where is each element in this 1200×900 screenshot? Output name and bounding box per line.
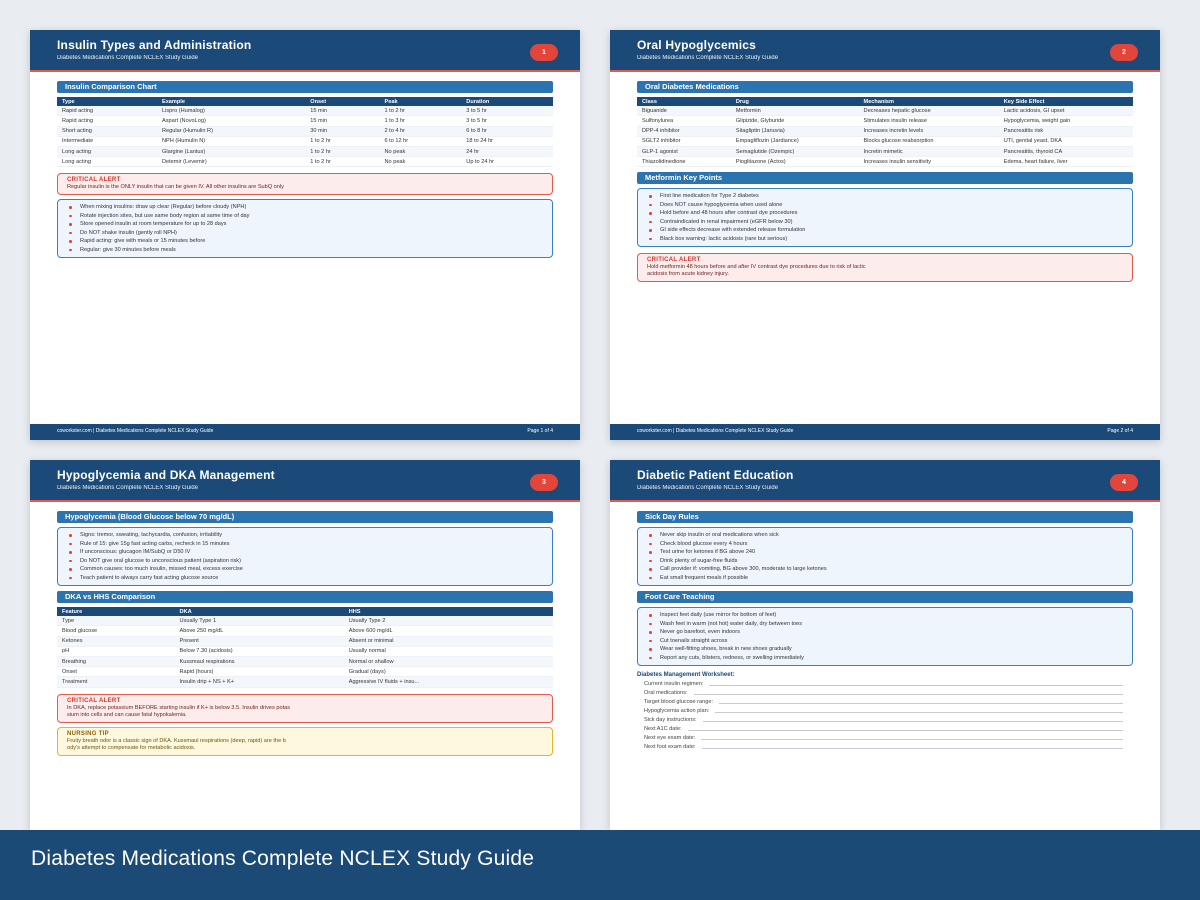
table-cell: Glipizide, Glyburide (731, 116, 859, 126)
table-cell: Usually normal (344, 646, 553, 656)
table-cell: Thiazolidinedione (637, 157, 731, 167)
list-item: Common causes: too much insulin, missed meal, excess exercise (80, 565, 543, 574)
table-row (57, 136, 553, 146)
fill-in-line[interactable] (694, 694, 1123, 695)
list-item: Wear well-fitting shoes, break in new shoes gradually (660, 645, 1123, 654)
section-heading: Hypoglycemia (Blood Glucose below 70 mg/dL) (57, 511, 553, 523)
table-cell: 15 min (305, 106, 379, 116)
fill-in-line[interactable] (688, 730, 1123, 731)
page-number-badge: 1 (530, 44, 558, 61)
column-header: Example (157, 97, 305, 106)
worksheet-label: Current insulin regimen: (644, 681, 704, 687)
table-cell: Breathing (57, 656, 175, 666)
worksheet-field[interactable] (637, 696, 1133, 705)
table-cell: Glargine (Lantus) (157, 146, 305, 156)
list-item: Call provider if: vomiting, BG above 300, moderate to large ketones (660, 565, 1123, 574)
list-item: Teach patient to always carry fast acting glucose source (80, 574, 543, 583)
table-cell: SGLT2 inhibitor (637, 136, 731, 146)
table-cell: Empagliflozin (Jardiance) (731, 136, 859, 146)
page-4 (610, 460, 1160, 830)
table-cell: Kussmaul respirations (175, 656, 344, 666)
table-cell: Pancreatitis, thyroid CA (999, 146, 1133, 156)
table-cell: Hypoglycemia, weight gain (999, 116, 1133, 126)
list-item: Store opened insulin at room temperature for up to 28 days (80, 220, 543, 229)
table-cell: 2 to 4 hr (380, 126, 462, 136)
table-cell: Onset (57, 667, 175, 677)
table-cell: Pancreatitis risk (999, 126, 1133, 136)
foot-care-list (637, 607, 1133, 666)
table-cell: Aggressive IV fluids + insu... (344, 677, 553, 687)
fill-in-line[interactable] (701, 739, 1123, 740)
table-row (57, 146, 553, 156)
table-cell: 24 hr (461, 146, 553, 156)
table-cell: Blocks glucose reabsorption (859, 136, 999, 146)
table-cell: Blood glucose (57, 626, 175, 636)
table-row (57, 626, 553, 636)
list-item: Inspect feet daily (use mirror for bottom of feet) (660, 611, 1123, 620)
list-item: Do NOT shake insulin (gently roll NPH) (80, 229, 543, 238)
alert-text: Regular insulin is the ONLY insulin that can be given IV. All other insulins are SubQ only (67, 184, 284, 191)
table-cell: Biguanide (637, 106, 731, 116)
table-cell: Increases incretin levels (859, 126, 999, 136)
worksheet-label: Next foot exam date: (644, 744, 696, 750)
worksheet-label: Sick day instructions: (644, 717, 697, 723)
table-cell: 3 to 5 hr (461, 116, 553, 126)
worksheet-field[interactable] (637, 741, 1133, 750)
alert-title: CRITICAL ALERT (647, 257, 701, 264)
list-item: Never go barefoot, even indoors (660, 628, 1123, 637)
worksheet-label: Next A1C date: (644, 726, 682, 732)
table-row (57, 677, 553, 687)
list-item: Hold before and 48 hours after contrast dye procedures (660, 209, 1123, 218)
list-item: Signs: tremor, sweating, tachycardia, confusion, irritability (80, 531, 543, 540)
table-cell: Incretin mimetic (859, 146, 999, 156)
page-title: Diabetic Patient Education (637, 468, 794, 482)
footer-page-count: Page 1 of 4 (527, 428, 553, 434)
alert-text-line: In DKA, replace potassium BEFORE starting insulin if K+ is below 3.5. Insulin drives potas (67, 704, 291, 711)
table-cell: 1 to 2 hr (305, 136, 379, 146)
worksheet-label: Oral medications: (644, 690, 688, 696)
table-cell: Short acting (57, 126, 157, 136)
column-header: Mechanism (859, 97, 999, 106)
insulin-comparison-table (57, 97, 553, 167)
list-item: GI side effects decrease with extended release formulation (660, 226, 1123, 235)
page-number-badge: 4 (1110, 474, 1138, 491)
table-row (57, 656, 553, 666)
table-cell: Rapid acting (57, 106, 157, 116)
table-cell: Pioglitazone (Actos) (731, 157, 859, 167)
table-cell: Intermediate (57, 136, 157, 146)
table-cell: 1 to 3 hr (380, 116, 462, 126)
worksheet-field[interactable] (637, 723, 1133, 732)
column-header: Onset (305, 97, 379, 106)
fill-in-line[interactable] (715, 712, 1123, 713)
table-row (57, 636, 553, 646)
fill-in-line[interactable] (709, 685, 1123, 686)
worksheet (637, 678, 1133, 750)
banner-title: Diabetes Medications Complete NCLEX Study Guide (31, 847, 535, 870)
table-row (57, 106, 553, 116)
critical-alert-box (637, 253, 1133, 282)
alert-title: CRITICAL ALERT (67, 697, 121, 704)
alert-text-line: Hold metformin 48 hours before and after IV contrast dye procedures due to risk of lactic (647, 264, 866, 271)
footer-source: coworkster.com | Diabetes Medications Complete NCLEX Study Guide (57, 428, 214, 434)
list-item: When mixing insulins: draw up clear (Regular) before cloudy (NPH) (80, 203, 543, 212)
table-cell: Below 7.30 (acidosis) (175, 646, 344, 656)
worksheet-field[interactable] (637, 687, 1133, 696)
table-row (57, 616, 553, 626)
sick-day-rules-list (637, 527, 1133, 586)
nursing-tip-box (57, 727, 553, 756)
page-3 (30, 460, 580, 830)
oral-medications-table (637, 97, 1133, 167)
table-cell: Lactic acidosis, GI upset (999, 106, 1133, 116)
table-cell: Treatment (57, 677, 175, 687)
alert-title: CRITICAL ALERT (67, 177, 121, 184)
table-cell: Regular (Humulin R) (157, 126, 305, 136)
table-cell: 1 to 2 hr (305, 157, 379, 167)
page-header (30, 30, 580, 72)
page-2 (610, 30, 1160, 440)
list-item: First line medication for Type 2 diabetes (660, 192, 1123, 201)
column-header: DKA (175, 607, 344, 616)
worksheet-field[interactable] (637, 678, 1133, 687)
list-item: Test urine for ketones if BG above 240 (660, 548, 1123, 557)
table-cell: Sulfonylurea (637, 116, 731, 126)
table-row (57, 116, 553, 126)
fill-in-line[interactable] (702, 748, 1123, 749)
page-footer (30, 424, 580, 440)
page-number-badge: 2 (1110, 44, 1138, 61)
page-subtitle: Diabetes Medications Complete NCLEX Study Guide (57, 55, 199, 61)
page-number-badge: 3 (530, 474, 558, 491)
page-subtitle: Diabetes Medications Complete NCLEX Study Guide (57, 485, 199, 491)
page-footer (610, 424, 1160, 440)
table-cell: Gradual (days) (344, 667, 553, 677)
list-item: Do NOT give oral glucose to unconscious patient (aspiration risk) (80, 557, 543, 566)
page-header (610, 460, 1160, 502)
column-header: HHS (344, 607, 553, 616)
table-row (57, 126, 553, 136)
table-cell: Up to 24 hr (461, 157, 553, 167)
list-item: Rapid acting: give with meals or 15 minutes before (80, 237, 543, 246)
alert-text-line: acidosis from acute kidney injury. (647, 271, 729, 278)
table-cell: Aspart (NovoLog) (157, 116, 305, 126)
table-cell: GLP-1 agonist (637, 146, 731, 156)
table-cell: Usually Type 1 (175, 616, 344, 626)
table-cell: Usually Type 2 (344, 616, 553, 626)
table-cell: Insulin drip + NS + K+ (175, 677, 344, 687)
page-header (610, 30, 1160, 72)
list-item: Does NOT cause hypoglycemia when used alone (660, 201, 1123, 210)
hypoglycemia-list (57, 527, 553, 586)
column-header: Key Side Effect (999, 97, 1133, 106)
table-cell: Above 600 mg/dL (344, 626, 553, 636)
column-header: Duration (461, 97, 553, 106)
column-header: Drug (731, 97, 859, 106)
table-cell: 1 to 2 hr (380, 106, 462, 116)
table-cell: Above 250 mg/dL (175, 626, 344, 636)
table-cell: 15 min (305, 116, 379, 126)
section-heading: Insulin Comparison Chart (57, 81, 553, 93)
page-title: Insulin Types and Administration (57, 38, 252, 52)
list-item: Drink plenty of sugar-free fluids (660, 557, 1123, 566)
list-item: Eat small frequent meals if possible (660, 574, 1123, 583)
page-title: Oral Hypoglycemics (637, 38, 756, 52)
list-item: Wash feet in warm (not hot) water daily, dry between toes (660, 620, 1123, 629)
table-cell: Detemir (Levemir) (157, 157, 305, 167)
section-heading: Oral Diabetes Medications (637, 81, 1133, 93)
table-cell: Edema, heart failure, liver (999, 157, 1133, 167)
worksheet-label: Next eye exam date: (644, 735, 696, 741)
metformin-points-list (637, 188, 1133, 247)
table-row (637, 116, 1133, 126)
column-header: Type (57, 97, 157, 106)
list-item: Rotate injection sites, but use same body region at same time of day (80, 212, 543, 221)
table-cell: Normal or shallow (344, 656, 553, 666)
table-cell: 30 min (305, 126, 379, 136)
worksheet-label: Target blood glucose range: (644, 699, 714, 705)
list-item: Regular: give 30 minutes before meals (80, 246, 543, 255)
section-heading: Metformin Key Points (637, 172, 1133, 184)
table-cell: Rapid acting (57, 116, 157, 126)
table-cell: Semaglutide (Ozempic) (731, 146, 859, 156)
dka-hhs-table (57, 607, 553, 688)
page-subtitle: Diabetes Medications Complete NCLEX Study Guide (637, 485, 779, 491)
table-cell: Present (175, 636, 344, 646)
page-title: Hypoglycemia and DKA Management (57, 468, 275, 482)
table-cell: DPP-4 inhibitor (637, 126, 731, 136)
section-heading: Sick Day Rules (637, 511, 1133, 523)
table-cell: Rapid (hours) (175, 667, 344, 677)
tip-text-line: ody's attempt to compensate for metabolic acidosis. (67, 744, 196, 751)
table-row (637, 136, 1133, 146)
tip-title: NURSING TIP (67, 730, 109, 737)
column-header: Class (637, 97, 731, 106)
list-item: Never skip insulin or oral medications when sick (660, 531, 1123, 540)
table-cell: No peak (380, 146, 462, 156)
page-subtitle: Diabetes Medications Complete NCLEX Study Guide (637, 55, 779, 61)
table-row (637, 146, 1133, 156)
section-heading: DKA vs HHS Comparison (57, 591, 553, 603)
table-row (57, 646, 553, 656)
section-heading: Foot Care Teaching (637, 591, 1133, 603)
footer-page-count: Page 2 of 4 (1107, 428, 1133, 434)
table-row (637, 106, 1133, 116)
list-item: Contraindicated in renal impairment (eGFR below 30) (660, 218, 1123, 227)
fill-in-line[interactable] (719, 703, 1123, 704)
alert-text-line: sium into cells and can cause fatal hypokalemia. (67, 711, 187, 718)
critical-alert-box (57, 694, 553, 723)
table-cell: No peak (380, 157, 462, 167)
fill-in-line[interactable] (703, 721, 1123, 722)
table-cell: 6 to 12 hr (380, 136, 462, 146)
footer-source: coworkster.com | Diabetes Medications Complete NCLEX Study Guide (637, 428, 794, 434)
table-cell: Type (57, 616, 175, 626)
list-item: Black box warning: lactic acidosis (rare but serious) (660, 235, 1123, 244)
page-1 (30, 30, 580, 440)
table-row (57, 667, 553, 677)
insulin-tips-list (57, 199, 553, 258)
table-cell: 3 to 5 hr (461, 106, 553, 116)
guide-title-banner (0, 830, 1200, 900)
table-cell: Stimulates insulin release (859, 116, 999, 126)
table-cell: Increases insulin sensitivity (859, 157, 999, 167)
table-cell: Absent or minimal (344, 636, 553, 646)
page-header (30, 460, 580, 502)
table-row (637, 126, 1133, 136)
list-item: If unconscious: glucagon IM/SubQ or D50 IV (80, 548, 543, 557)
column-header: Feature (57, 607, 175, 616)
table-cell: pH (57, 646, 175, 656)
critical-alert-box (57, 173, 553, 195)
table-row (637, 157, 1133, 167)
worksheet-field[interactable] (637, 705, 1133, 714)
table-row (57, 157, 553, 167)
tip-text-line: Fruity breath odor is a classic sign of DKA. Kussmaul respirations (deep, rapid) are the b (67, 737, 286, 744)
list-item: Cut toenails straight across (660, 637, 1123, 646)
table-cell: Decreases hepatic glucose (859, 106, 999, 116)
list-item: Report any cuts, blisters, redness, or swelling immediately (660, 654, 1123, 663)
worksheet-label: Hypoglycemia action plan: (644, 708, 710, 714)
list-item: Check blood glucose every 4 hours (660, 540, 1123, 549)
list-item: Rule of 15: give 15g fast acting carbs, recheck in 15 minutes (80, 540, 543, 549)
table-cell: Lispro (Humalog) (157, 106, 305, 116)
table-cell: Long acting (57, 157, 157, 167)
table-cell: Metformin (731, 106, 859, 116)
worksheet-field[interactable] (637, 732, 1133, 741)
table-cell: 1 to 2 hr (305, 146, 379, 156)
worksheet-title: Diabetes Management Worksheet: (637, 672, 735, 678)
table-cell: Long acting (57, 146, 157, 156)
table-cell: 6 to 8 hr (461, 126, 553, 136)
table-cell: 18 to 24 hr (461, 136, 553, 146)
table-cell: Sitagliptin (Januvia) (731, 126, 859, 136)
table-cell: Ketones (57, 636, 175, 646)
worksheet-field[interactable] (637, 714, 1133, 723)
column-header: Peak (380, 97, 462, 106)
table-cell: UTI, genital yeast, DKA (999, 136, 1133, 146)
table-cell: NPH (Humulin N) (157, 136, 305, 146)
